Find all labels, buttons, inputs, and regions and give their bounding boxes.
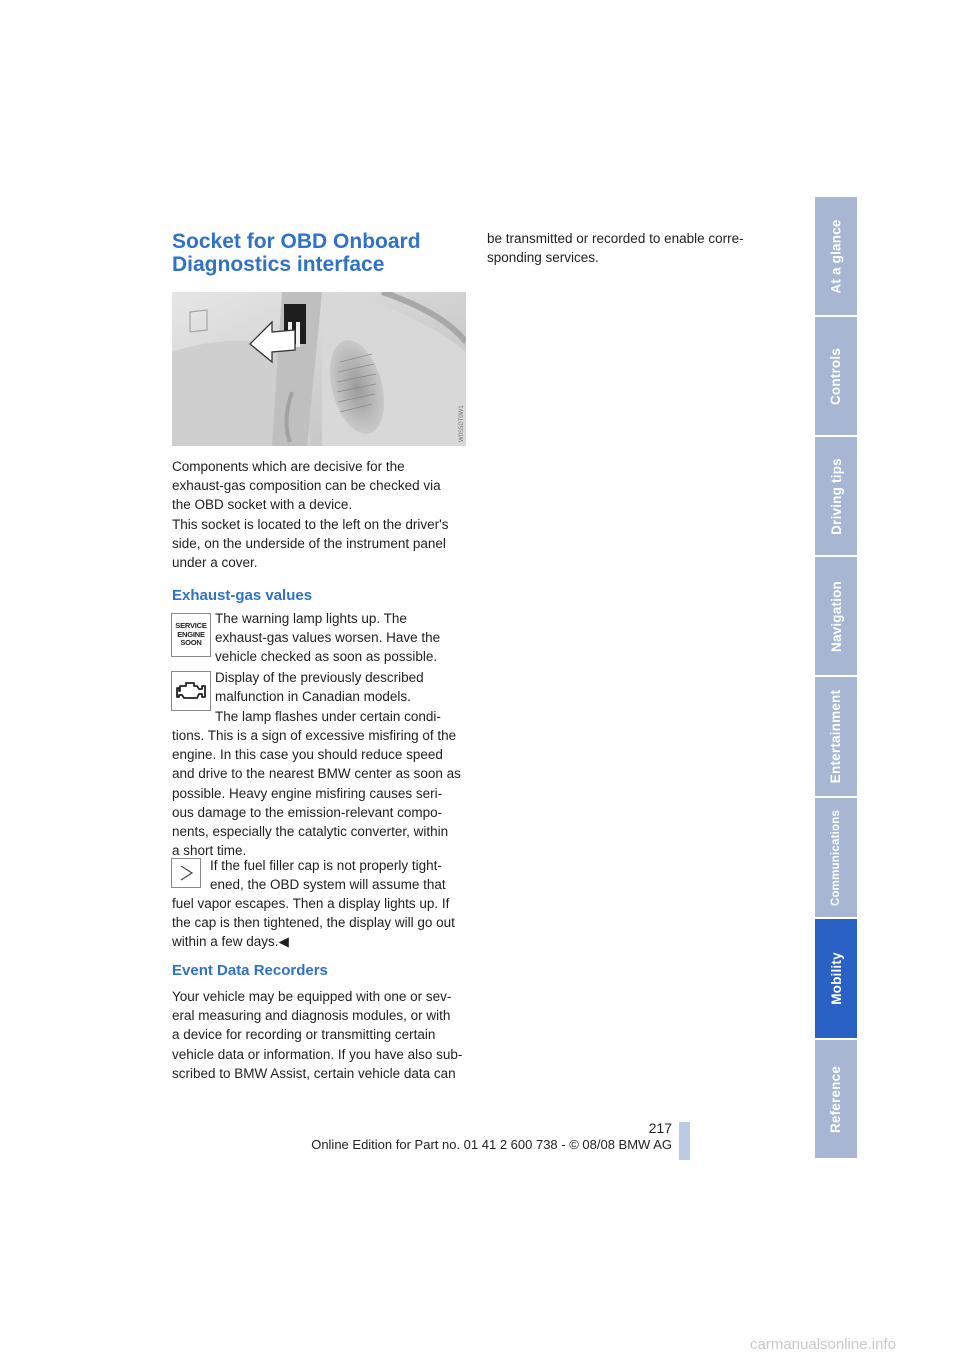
side-tab-driving-tips[interactable]: Driving tips xyxy=(815,437,857,557)
intro-paragraph-1: Components which are decisive for the exhaust-gas composition can be checked via the OBD socket with a device. xyxy=(172,459,441,513)
fuel-cap-note-rest: fuel vapor escapes. Then a display lights up. If the cap is then tightened, the display will go out within a few days.◀ xyxy=(172,896,455,950)
lamp-flashes-first-line: The lamp flashes under certain condi- xyxy=(215,709,441,724)
edr-paragraph: Your vehicle may be equipped with one or sev- eral measuring and diagnosis modules, or with a device for recording or transmitting certain vehicle data or information. If you have also sub- scribed to BMW Assist, certain vehicle data can xyxy=(172,989,463,1081)
side-tab-communications[interactable]: Communications xyxy=(815,798,857,919)
footer-text: Online Edition for Part no. 01 41 2 600 738 - © 08/08 BMW AG xyxy=(311,1137,672,1152)
fuel-cap-note-first: If the fuel filler cap is not properly tight- ened, the OBD system will assume that xyxy=(210,858,446,893)
photo-code: W0S5DT0W1 xyxy=(459,405,465,442)
side-tab-mobility[interactable]: Mobility xyxy=(815,919,857,1040)
title-line-2: Diagnostics interface xyxy=(172,253,385,276)
section-heading-edr: Event Data Recorders xyxy=(172,962,328,979)
note-icon xyxy=(171,858,201,888)
obd-socket-illustration xyxy=(172,292,466,446)
side-tab-navigation[interactable]: Navigation xyxy=(815,557,857,677)
note-triangle-icon xyxy=(176,863,196,883)
obd-socket-photo xyxy=(172,292,466,446)
engine-icon xyxy=(175,680,207,702)
side-tab-reference[interactable]: Reference xyxy=(815,1040,857,1160)
side-tab-entertainment[interactable]: Entertainment xyxy=(815,677,857,798)
service-engine-soon-icon: SERVICE ENGINE SOON xyxy=(171,613,211,657)
warning-lamp-text: The warning lamp lights up. The exhaust-gas values worsen. Have the vehicle checked as soon as possible. xyxy=(215,611,441,665)
title-line-1: Socket for OBD Onboard xyxy=(172,230,421,253)
intro-paragraph-2: This socket is located to the left on the driver's side, on the underside of the instrument panel under a cover. xyxy=(172,517,449,571)
watermark: carmanualsonline.info xyxy=(750,1336,896,1353)
lamp-flashes-paragraph: tions. This is a sign of excessive misfiring of the engine. In this case you should reduce speed and drive to the nearest BMW center as soon as possible. Heavy engine misfiring causes seri- ous damage to the emission-relevant compo- nents, especially the catalytic converter, within a short time. xyxy=(172,728,461,859)
check-engine-icon xyxy=(171,671,211,711)
edr-continued: be transmitted or recorded to enable corre- sponding services. xyxy=(487,231,744,266)
side-tab-controls[interactable]: Controls xyxy=(815,317,857,437)
section-heading-exhaust: Exhaust-gas values xyxy=(172,587,313,604)
page-number: 217 xyxy=(648,1120,672,1136)
page-title xyxy=(172,230,421,276)
footer-bar xyxy=(679,1122,690,1160)
canadian-models-text: Display of the previously described malfunction in Canadian models. xyxy=(215,670,424,705)
side-tab-at-a-glance[interactable]: At a glance xyxy=(815,197,857,317)
